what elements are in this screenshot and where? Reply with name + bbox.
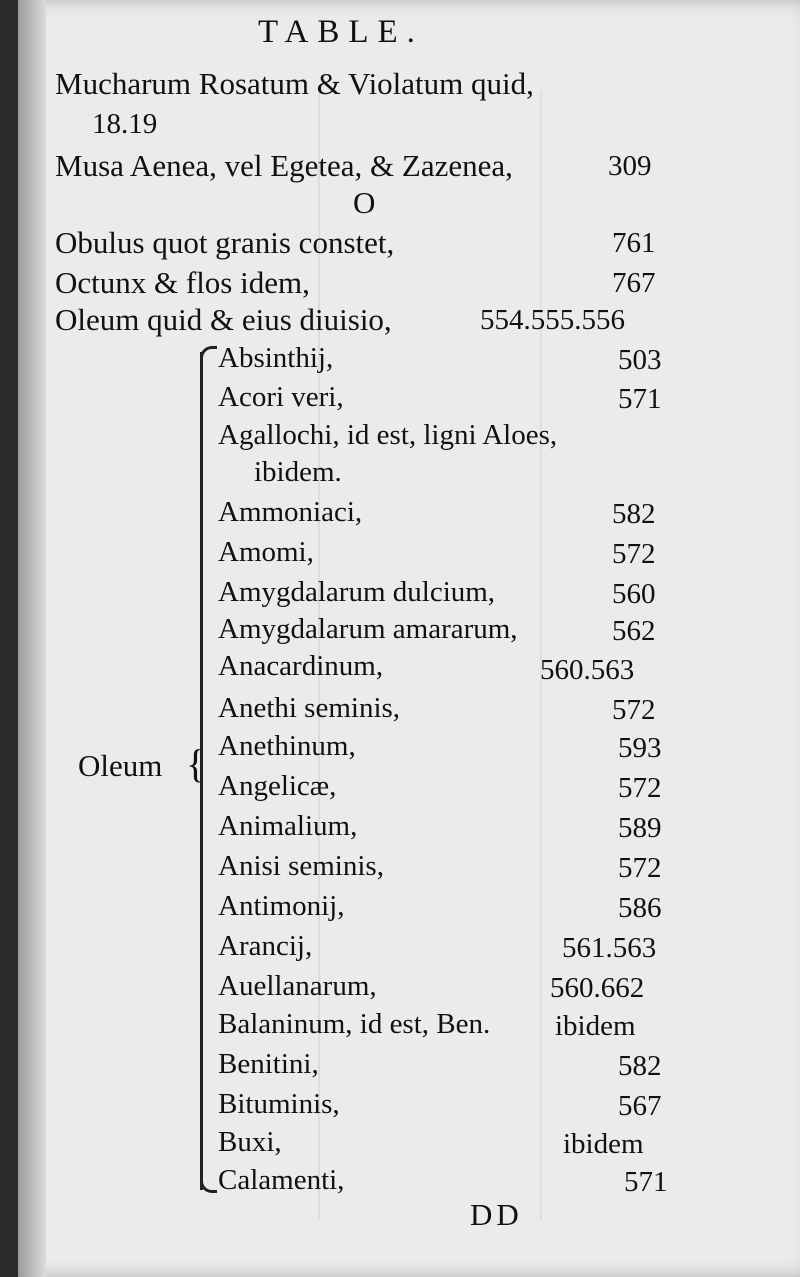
sub-item-label: Agallochi, id est, ligni Aloes, <box>218 419 558 451</box>
sub-item-label: Animalium, <box>218 810 358 842</box>
sub-item-page: 560.563 <box>540 654 635 686</box>
sub-item-label: Absinthij, <box>218 342 334 374</box>
page-gutter-shadow <box>18 0 46 1277</box>
sub-item-label: Amygdalarum amararum, <box>218 613 518 645</box>
entry-oleum-quid-pages: 554.555.556 <box>480 304 625 336</box>
sub-item-page: 572 <box>612 538 656 570</box>
sub-item-page: 571 <box>618 383 662 415</box>
sub-item-label: Ammoniaci, <box>218 496 363 528</box>
sub-item-label: Arancij, <box>218 930 313 962</box>
sub-item-page: 572 <box>618 852 662 884</box>
sub-item-page: 567 <box>618 1090 662 1122</box>
sub-item-label: Calamenti, <box>218 1164 345 1196</box>
entry-octunx: Octunx & flos idem, <box>55 265 310 300</box>
sub-item-label: Antimonij, <box>218 890 345 922</box>
page-header: TABLE. <box>258 14 424 50</box>
entry-oleum-quid: Oleum quid & eius diuisio, <box>55 302 392 337</box>
sub-item-page: 572 <box>612 694 656 726</box>
sub-item-page: ibidem <box>563 1128 644 1160</box>
sub-item-label: Anacardinum, <box>218 650 384 682</box>
curly-brace-point: { <box>186 741 206 786</box>
entry-octunx-pages: 767 <box>612 267 656 299</box>
entry-musa-pages: 309 <box>608 150 652 182</box>
sub-item-page: ibidem <box>555 1010 636 1042</box>
sub-item-label: Auellanarum, <box>218 970 377 1002</box>
sub-item-label: Buxi, <box>218 1126 282 1158</box>
sub-item-label: Acori veri, <box>218 381 344 413</box>
signature-mark: DD <box>470 1197 523 1232</box>
sub-item-page: 503 <box>618 344 662 376</box>
sub-item-label: Amomi, <box>218 536 314 568</box>
sub-item-page: 593 <box>618 732 662 764</box>
sub-item-page: 560 <box>612 578 656 610</box>
sub-item-page: 562 <box>612 615 656 647</box>
entry-mucharum-pages: 18.19 <box>92 108 158 140</box>
sub-item-label: Anethinum, <box>218 730 356 762</box>
sub-item-page: 572 <box>618 772 662 804</box>
sub-item-label: Bituminis, <box>218 1088 340 1120</box>
sub-item-label: Angelicæ, <box>218 770 337 802</box>
sub-item-page: 586 <box>618 892 662 924</box>
sub-item-page: 561.563 <box>562 932 657 964</box>
entry-musa: Musa Aenea, vel Egetea, & Zazenea, <box>55 148 513 183</box>
entry-obulus: Obulus quot granis constet, <box>55 225 395 260</box>
sub-item-page: 560.662 <box>550 972 645 1004</box>
sub-item-page: 582 <box>612 498 656 530</box>
sub-item-label: Amygdalarum dulcium, <box>218 576 496 608</box>
sub-item-label: Anethi seminis, <box>218 692 401 724</box>
sub-item-label: ibidem. <box>254 456 342 488</box>
entry-mucharum: Mucharum Rosatum & Violatum quid, <box>55 66 534 101</box>
sub-item-page: 582 <box>618 1050 662 1082</box>
oleum-group-label: Oleum <box>78 748 163 783</box>
sub-item-page: 589 <box>618 812 662 844</box>
sub-item-page: 571 <box>624 1166 668 1198</box>
section-letter-o: O <box>353 185 376 220</box>
sub-item-label: Benitini, <box>218 1048 319 1080</box>
sub-item-label: Anisi seminis, <box>218 850 384 882</box>
entry-obulus-pages: 761 <box>612 227 656 259</box>
sub-item-label: Balaninum, id est, Ben. <box>218 1008 491 1040</box>
